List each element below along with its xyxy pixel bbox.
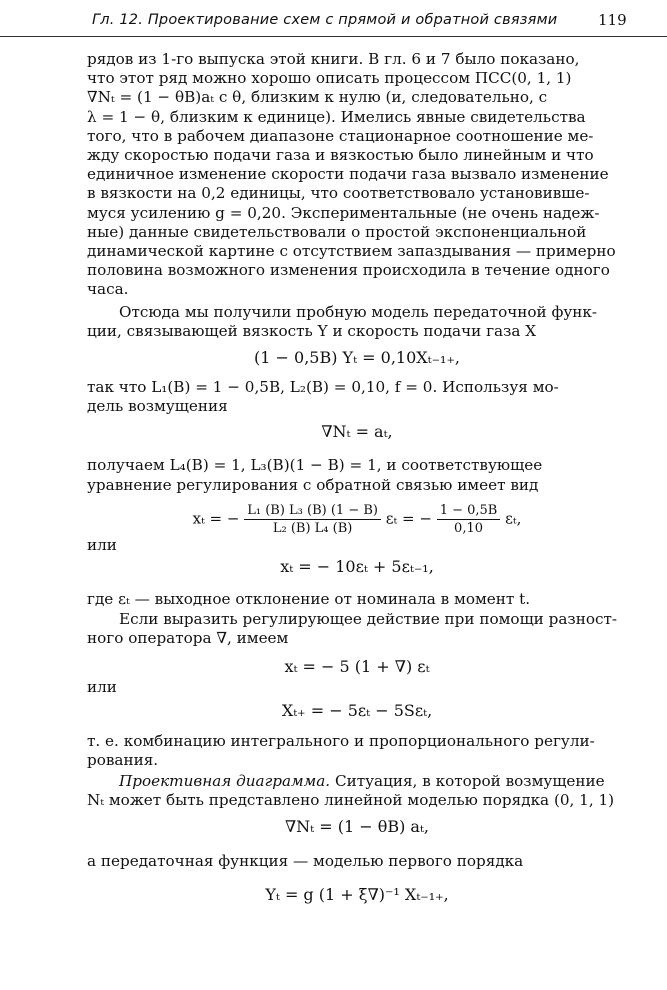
fraction-1-denominator: L₂ (B) L₄ (B) — [272, 520, 353, 536]
text-line: ции, связывающей вязкость Y и скорость подачи газа X — [87, 321, 537, 340]
text-line: часа. — [87, 280, 129, 299]
word-or: или — [87, 677, 117, 696]
equation-integral-proportional: Xₜ₊ = − 5εₜ − 5Sεₜ, — [281, 700, 433, 720]
eq3-lhs: xₜ = − — [192, 509, 240, 528]
fraction-2-numerator: 1 − 0,5B — [437, 503, 501, 520]
paragraph-9 — [87, 852, 627, 871]
text-line: Отсюда мы получили пробную модель передаточной функ- — [119, 302, 598, 321]
text-line: ∇Nₜ = (1 − θB)aₜ с θ, близким к нулю (и, следовательно, с — [87, 88, 548, 107]
text-line: рядов из 1-го выпуска этой книги. В гл. 6 и 7 было показано, — [87, 50, 580, 68]
text-line: ного оператора ∇, имеем — [87, 629, 289, 648]
text-line: динамической картине с отсутствием запаздывания — примерно — [87, 242, 616, 261]
equation-control-law: xₜ = − 10εₜ + 5εₜ₋₁, — [280, 557, 434, 577]
text-line — [87, 772, 627, 791]
text-line: λ = 1 − θ, близким к единице). Имелись явные свидетельства — [87, 107, 586, 126]
fraction-1 — [244, 503, 381, 536]
paragraph-1 — [87, 50, 627, 300]
fraction-1-numerator: L₁ (B) L₃ (B) (1 − B) — [244, 503, 381, 520]
fraction-2 — [437, 503, 501, 536]
running-title: Гл. 12. Проектирование схем с прямой и обратной связями — [92, 12, 558, 28]
equation-first-order-transfer: Yₜ = g (1 + ξ∇)⁻¹ Xₜ₋₁₊, — [265, 884, 449, 904]
text-line: где εₜ — выходное отклонение от номинала в момент t. — [87, 590, 531, 609]
equation-difference-operator: xₜ = − 5 (1 + ∇) εₜ — [284, 656, 430, 676]
eq3-tail: εₜ, — [505, 509, 522, 528]
text-line: жду скоростью подачи газа и вязкостью было линейным и что — [87, 146, 594, 165]
equation-transfer-model: (1 − 0,5B) Yₜ = 0,10Xₜ₋₁₊, — [254, 348, 460, 368]
text-line: Nₜ может быть представлено линейной моделью порядка (0, 1, 1) — [87, 791, 615, 810]
text-line: т. е. комбинацию интегрального и пропорционального регули- — [87, 731, 595, 750]
equation-feedback-control — [87, 503, 627, 536]
page-body — [87, 50, 627, 904]
text-line: уравнение регулирования с обратной связью имеет вид — [87, 475, 539, 494]
paragraph-8 — [87, 772, 627, 810]
paragraph-6 — [87, 610, 627, 648]
text-run: Ситуация, в которой возмущение — [330, 772, 605, 791]
running-header — [0, 10, 667, 37]
paragraph-4 — [87, 456, 627, 494]
text-line: Если выразить регулирующее действие при помощи разност- — [119, 610, 617, 629]
page-number: 119 — [598, 11, 627, 29]
text-line: в вязкости на 0,2 единицы, что соответствовало установивше- — [87, 184, 590, 203]
paragraph-2 — [87, 303, 627, 341]
equation-disturbance-ima: ∇Nₜ = (1 − θB) aₜ, — [285, 816, 429, 836]
text-line: единичное изменение скорости подачи газа вызвало изменение — [87, 165, 609, 184]
eq3-mid: εₜ = − — [385, 509, 432, 528]
equation-disturbance-model: ∇Nₜ = aₜ, — [321, 422, 393, 442]
text-line: получаем L₄(B) = 1, L₃(B)(1 − B) = 1, и соответствующее — [87, 456, 543, 475]
fraction-2-denominator: 0,10 — [454, 520, 483, 536]
text-line: того, что в рабочем диапазоне стационарное соотношение ме- — [87, 126, 594, 145]
text-line: дель возмущения — [87, 397, 228, 416]
text-line: муся усилению g = 0,20. Экспериментальные (не очень надеж- — [87, 203, 600, 222]
text-line: что этот ряд можно хорошо описать процессом ПСС(0, 1, 1) — [87, 69, 572, 88]
paragraph-5 — [87, 590, 627, 609]
text-line: рования. — [87, 751, 159, 770]
text-line: половина возможного изменения происходила в течение одного — [87, 261, 610, 280]
paragraph-3 — [87, 378, 627, 416]
text-line: а передаточная функция — моделью первого порядка — [87, 851, 524, 870]
text-line: ные) данные свидетельствовали о простой экспоненциальной — [87, 222, 587, 241]
word-or: или — [87, 535, 117, 554]
text-line: так что L₁(B) = 1 − 0,5B, L₂(B) = 0,10, f = 0. Используя мо- — [87, 378, 559, 397]
paragraph-7 — [87, 732, 627, 770]
section-heading-design-chart: Проективная диаграмма. — [119, 772, 331, 791]
